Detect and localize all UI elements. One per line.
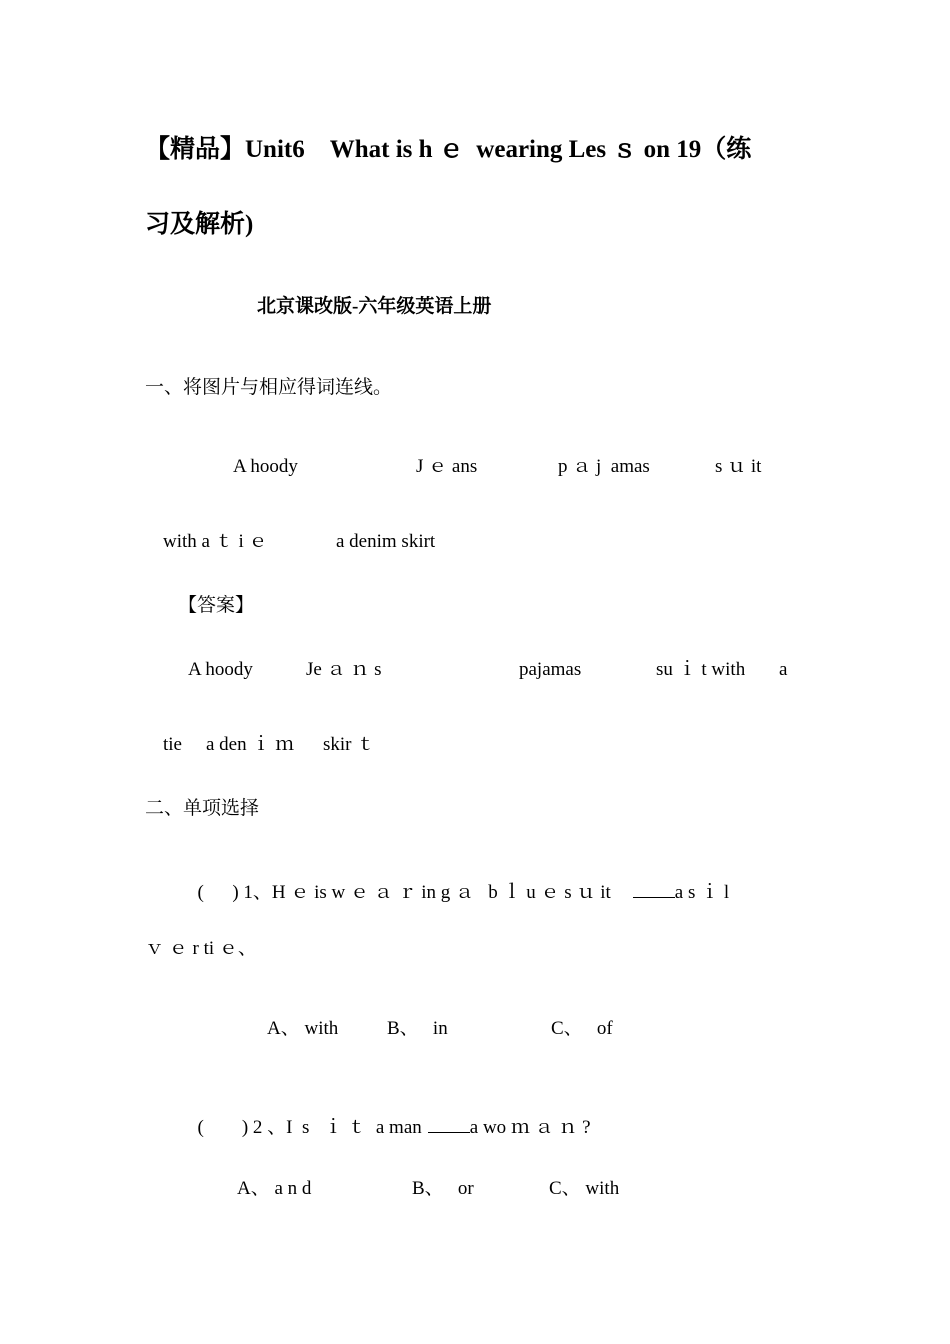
option-b: B、 in	[387, 1018, 448, 1039]
word-item: J ｅ ans	[416, 456, 478, 477]
answer-item: a den ｉ ｍ	[206, 734, 295, 755]
answer-item: tie	[163, 734, 182, 755]
document-title-line-1: 【精品】Unit6 What is h ｅ wearing Les ｓ on 19（练	[145, 136, 752, 163]
question-2	[188, 1099, 591, 1137]
answer-item: Je ａ ｎ s	[306, 659, 382, 680]
answer-blank	[428, 1118, 470, 1133]
answer-item: A hoody	[188, 659, 253, 680]
answer-item: skir ｔ	[323, 734, 376, 755]
option-b: B、 or	[412, 1178, 474, 1199]
question-1-text-end: a s ｉ l	[674, 882, 730, 903]
option-c: C、 of	[551, 1018, 613, 1039]
question-2-text-end: a wo ｍ ａ ｎ ?	[469, 1117, 591, 1138]
option-a: A、 with	[267, 1018, 339, 1039]
section-2-heading: 二、单项选择	[145, 798, 260, 819]
word-item: a denim skirt	[336, 531, 436, 552]
question-1-continuation: ｖ ｅ r ti ｅ、	[145, 938, 257, 959]
answer-tag: 【答案】	[178, 595, 255, 616]
question-2-text: ( ) 2 、I s ｉ ｔ a man	[197, 1117, 422, 1138]
document-subtitle: 北京课改版-六年级英语上册	[257, 296, 492, 317]
answer-item: pajamas	[519, 659, 582, 680]
option-a: A、 a n d	[237, 1178, 312, 1199]
option-c: C、 with	[549, 1178, 620, 1199]
answer-item: su ｉ t with	[656, 659, 746, 680]
word-item: s ｕ it	[715, 456, 762, 477]
word-item: A hoody	[233, 456, 298, 477]
question-1	[188, 864, 729, 902]
section-1-heading: 一、将图片与相应得词连线。	[145, 377, 393, 398]
answer-blank	[633, 883, 675, 898]
answer-item: a	[779, 659, 788, 680]
document-title-line-2: 习及解析)	[145, 211, 254, 238]
question-1-text: ( ) 1、H ｅ is w ｅ ａ ｒ in g ａ b ｌ u ｅ s ｕ it	[197, 882, 611, 903]
word-item: with a ｔ i ｅ	[163, 531, 268, 552]
word-item: p ａ j amas	[558, 456, 650, 477]
